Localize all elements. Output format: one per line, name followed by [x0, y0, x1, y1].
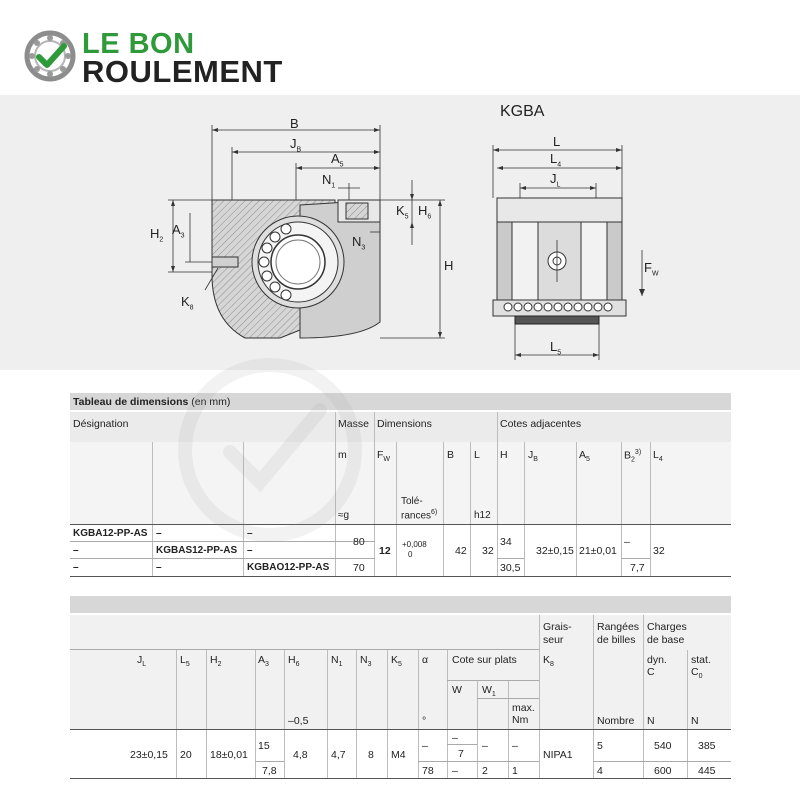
t1-masse-12: 80 [353, 536, 365, 548]
dim-label-b: B [290, 116, 299, 131]
t2-header-rangees1: Rangées [597, 621, 640, 633]
dim-label-h6: $H_6$ [418, 203, 432, 221]
t2-header-deg: ° [422, 715, 427, 727]
t2-header-n-unit2: N [691, 715, 699, 727]
dim-label-l4: $L_4$ [550, 151, 562, 169]
t2-header-n1: $N_1$ [331, 654, 343, 669]
t2-header-stat-c: $C_0$ [691, 666, 703, 681]
t1-l4: 32 [653, 545, 665, 557]
t1-header-jb: $J_B$ [528, 449, 538, 464]
dim-label-a3: $A_3$ [172, 222, 185, 240]
t2-w1-1: – [482, 740, 488, 752]
t1-header-h12: h12 [474, 510, 491, 521]
t2-header-w: W [452, 684, 462, 696]
t2-stat-1: 385 [698, 740, 716, 752]
t2-header-grais1: Grais- [543, 621, 572, 633]
t1-header-b: B [447, 449, 455, 461]
dim-label-h2: $H_2$ [150, 226, 164, 244]
t2-n1: 4,7 [331, 749, 346, 761]
t1-l: 32 [482, 545, 494, 557]
t1-h-1: 34 [500, 536, 512, 548]
t2-header-k8: $K_8$ [543, 654, 554, 669]
t2-header-charges2: de base [647, 634, 685, 646]
t2-header-cote-plats: Cote sur plats [452, 654, 517, 666]
t2-header-w1: $W_1$ [482, 684, 496, 699]
dim-label-k5: $K_5$ [396, 203, 409, 221]
dim-label-n3: $N_3$ [352, 234, 366, 252]
t1-jb: 32±0,15 [536, 545, 574, 557]
drawing-title: KGBA [500, 103, 545, 120]
t1-h-3: 30,5 [500, 562, 521, 574]
t2-k8: NIPA1 [543, 749, 573, 761]
t1-header-designation: Désignation [73, 418, 129, 430]
t2-header-l5: $L_5$ [180, 654, 190, 669]
t2-l5: 20 [180, 749, 192, 761]
t2-a3-1: 15 [258, 740, 270, 752]
t1-header-m: m [338, 449, 347, 461]
t2-header-n3: $N_3$ [360, 654, 372, 669]
t2-a3-2: 7,8 [262, 765, 277, 777]
t2-header-grais2: seur [543, 634, 564, 646]
t2-header-stat: stat. [691, 654, 711, 666]
t1-r2-designation-1: – [73, 545, 79, 556]
t2-header-max2: Nm [512, 714, 529, 726]
t1-header-b2: $B_2^{3)}$ [624, 449, 642, 464]
t1-b: 42 [455, 545, 467, 557]
t2-header-charges1: Charges [647, 621, 687, 633]
t1-r3-designation-3: KGBAO12-PP-AS [247, 562, 330, 573]
t2-h6: 4,8 [293, 749, 308, 761]
t2-header-rangees2: de billes [597, 634, 636, 646]
table2-title-bar [70, 596, 731, 613]
t2-alpha-1: – [422, 740, 428, 752]
t1-fw: 12 [379, 545, 391, 557]
t2-header-max1: max. [512, 702, 535, 714]
t1-r1-designation-3: – [247, 528, 253, 539]
t2-w-2: 7 [458, 748, 464, 760]
t1-header-fw: $F_W$ [377, 449, 391, 464]
t2-rows-2: 4 [597, 765, 603, 777]
dim-label-jb: $J_B$ [290, 136, 302, 154]
t2-n3: 8 [368, 749, 374, 761]
dim-label-a5: $A_5$ [331, 151, 344, 169]
t2-dyn-2: 600 [654, 765, 672, 777]
t1-header-l4: $L_4$ [653, 449, 663, 464]
t1-header-g: ≈g [338, 510, 350, 521]
t2-header-jl: $J_L$ [137, 654, 147, 669]
brand-line2: ROULEMENT [82, 54, 283, 89]
t2-w-1: – [452, 732, 458, 744]
t2-header-k5: $K_5$ [391, 654, 402, 669]
dim-label-h: H [444, 258, 454, 273]
table1-title: Tableau de dimensions (en mm) [73, 396, 231, 408]
dim-label-jl: $J_L$ [550, 171, 561, 189]
t1-tol-lo: 0 [408, 550, 413, 559]
t1-a5: 21±0,01 [579, 545, 617, 557]
t2-max-2: 1 [512, 765, 518, 777]
t2-stat-2: 445 [698, 765, 716, 777]
t2-w-3: – [452, 765, 458, 777]
t2-jl: 23±0,15 [130, 749, 168, 761]
t2-dyn-1: 540 [654, 740, 672, 752]
dim-label-n1: $N_1$ [322, 172, 336, 190]
t1-header-l: L [474, 449, 480, 461]
t1-r1-designation-1: KGBA12-PP-AS [73, 528, 148, 539]
t2-h2: 18±0,01 [210, 749, 248, 761]
dim-label-fw: $F_W$ [644, 260, 659, 278]
t2-max-1: – [512, 740, 518, 752]
t1-header-cotes: Cotes adjacentes [500, 418, 582, 430]
t1-masse-3: 70 [353, 562, 365, 574]
t2-header-h2: $H_2$ [210, 654, 222, 669]
t2-header-h6: $H_6$ [288, 654, 300, 669]
t1-r1-designation-2: – [156, 528, 162, 539]
t1-r3-designation-2: – [156, 562, 162, 573]
t1-r2-designation-3: – [247, 545, 253, 556]
t2-header-alpha: α [422, 654, 429, 666]
t2-header-a3: $A_3$ [258, 654, 269, 669]
t2-alpha-2: 78 [422, 765, 434, 777]
dim-label-k8: $K_8$ [181, 294, 194, 312]
t1-r3-designation-1: – [73, 562, 79, 573]
t1-b2-1: – [624, 536, 630, 548]
t2-w1-2: 2 [482, 765, 488, 777]
t2-header-dyn: dyn. [647, 654, 667, 666]
brand-line1: LE BON [82, 28, 195, 60]
t1-header-a5: $A_5$ [579, 449, 590, 464]
t1-tol-hi: +0,008 [402, 540, 427, 549]
t2-header-neg05: –0,5 [288, 715, 309, 727]
dim-label-l: L [553, 134, 561, 149]
dim-label-l5: $L_5$ [550, 339, 562, 357]
t1-header-h: H [500, 449, 508, 461]
t2-header-nombre: Nombre [597, 715, 635, 727]
t1-header-tol2: rances$^{6)}$ [401, 509, 438, 522]
t1-header-dimensions: Dimensions [377, 418, 432, 430]
t1-b2-3: 7,7 [630, 562, 645, 574]
t2-rows-1: 5 [597, 740, 603, 752]
t2-header-n-unit1: N [647, 715, 655, 727]
t1-r2-designation-2: KGBAS12-PP-AS [156, 545, 238, 556]
t2-header-dyn-c: C [647, 666, 655, 678]
t2-k5: M4 [391, 749, 406, 761]
t1-header-tol1: Tolé- [401, 496, 423, 507]
t1-header-masse: Masse [338, 418, 369, 430]
